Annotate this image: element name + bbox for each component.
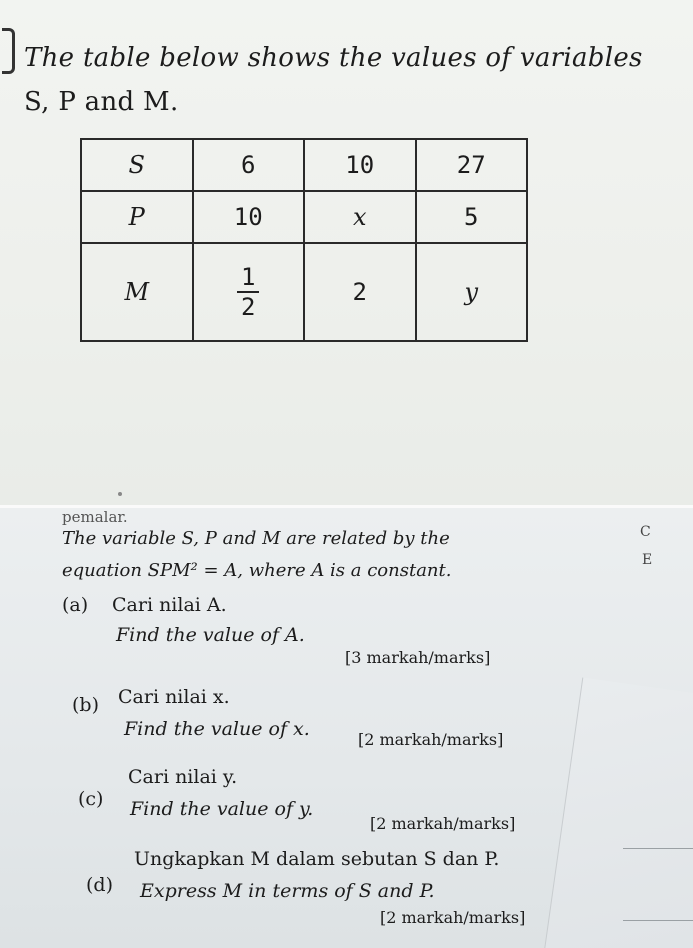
cell-p-2: x (304, 191, 416, 243)
row-label-s: S (81, 139, 193, 191)
part-a-malay: Cari nilai A. (112, 594, 227, 616)
cell-s-3: 27 (416, 139, 528, 191)
row-label-m: M (81, 243, 193, 341)
table-row-s (81, 139, 527, 191)
fraction-denominator: 2 (241, 293, 256, 321)
question-photo-bottom (0, 508, 693, 948)
speck (118, 492, 122, 496)
part-d-malay: Ungkapkan M dalam sebutan S dan P. (134, 848, 500, 870)
cell-m-3: y (416, 243, 528, 341)
variables-table (80, 138, 528, 342)
ruled-line (623, 920, 693, 921)
paper-edge (543, 677, 693, 948)
fraction-numerator: 1 (237, 263, 259, 293)
part-d-english: Express M in terms of S and P. (140, 880, 435, 902)
table-row-p (81, 191, 527, 243)
cell-s-1: 6 (193, 139, 305, 191)
side-mark-c: C (640, 524, 651, 540)
part-b-letter: (b) (72, 694, 99, 716)
part-c-marks: [2 markah/marks] (370, 814, 516, 833)
part-d-marks: [2 markah/marks] (380, 908, 526, 927)
cell-m-2: 2 (304, 243, 416, 341)
cell-s-2: 10 (304, 139, 416, 191)
part-a-english: Find the value of A. (116, 624, 305, 646)
part-c-english: Find the value of y. (130, 798, 314, 820)
part-b-marks: [2 markah/marks] (358, 730, 504, 749)
side-mark-e: E (642, 552, 653, 568)
table-row-m (81, 243, 527, 341)
statement-line-1: The variable S, P and M are related by the (62, 528, 450, 549)
intro-line-2: S, P and M. (24, 87, 179, 117)
part-c-malay: Cari nilai y. (128, 766, 238, 788)
cell-p-1: 10 (193, 191, 305, 243)
row-label-p: P (81, 191, 193, 243)
cell-m-1 (193, 243, 305, 341)
margin-bracket (2, 28, 15, 74)
part-b-english: Find the value of x. (124, 718, 310, 740)
part-a-letter: (a) (62, 594, 89, 616)
cut-off-header: pemalar. (62, 508, 128, 526)
ruled-line (623, 848, 693, 849)
fraction-one-half (237, 263, 259, 321)
statement-line-2: equation SPM² = A, where A is a constant. (62, 560, 452, 581)
part-a-marks: [3 markah/marks] (345, 648, 491, 667)
intro-text (24, 36, 684, 124)
intro-line-1: The table below shows the values of variables (24, 43, 643, 73)
cell-p-3: 5 (416, 191, 528, 243)
part-d-letter: (d) (86, 874, 113, 896)
part-c-letter: (c) (78, 788, 104, 810)
part-b-malay: Cari nilai x. (118, 686, 230, 708)
